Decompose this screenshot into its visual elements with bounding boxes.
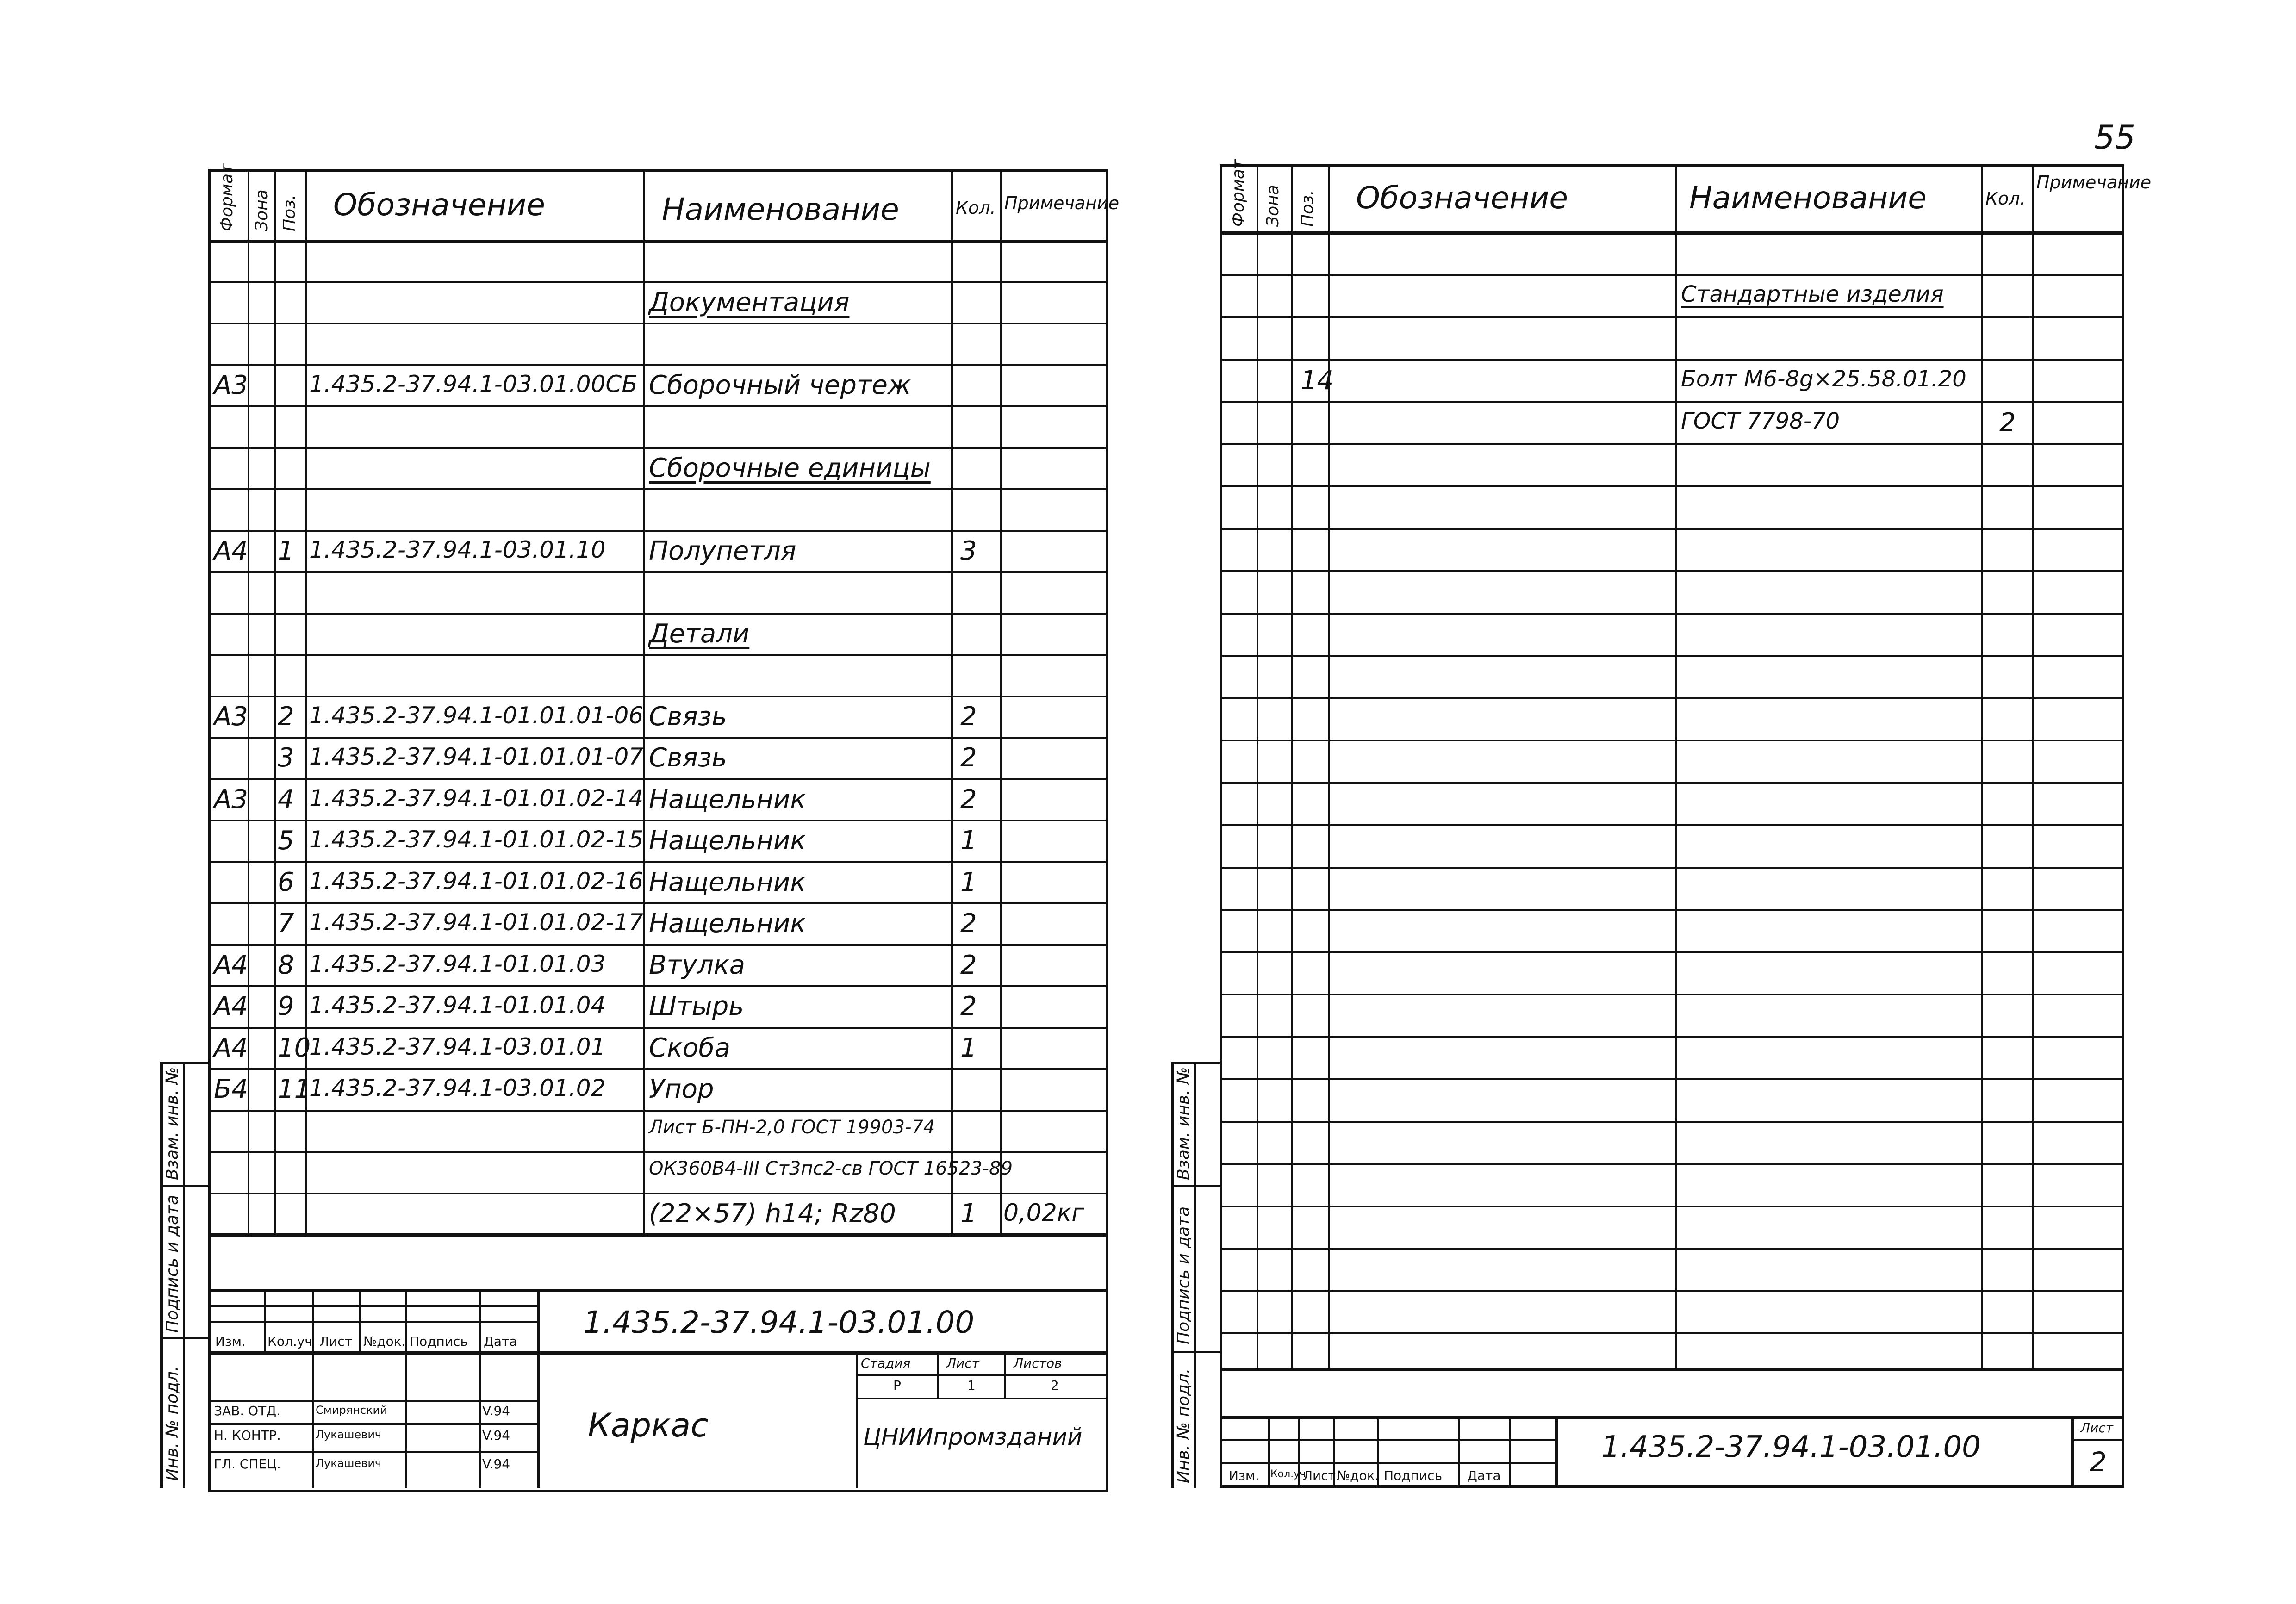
cell-name: Связь	[649, 702, 727, 732]
signer-name: Лукашевич	[316, 1457, 382, 1470]
cell-name: Лист Б-ПН-2,0 ГОСТ 19903-74	[649, 1117, 935, 1138]
r-tb-col-list: Лист	[1303, 1468, 1336, 1483]
cell-qty: 2	[960, 991, 977, 1021]
cell-qty: 2	[960, 784, 977, 814]
cell-designation: 1.435.2-37.94.1-01.01.01-06	[309, 702, 644, 729]
cell-pos: 7	[278, 908, 294, 939]
cell-designation: 1.435.2-37.94.1-01.01.03	[309, 951, 606, 977]
r-header-pos: Поз.	[1298, 190, 1317, 227]
cell-name: ГОСТ 7798-70	[1681, 408, 1840, 434]
cell-name: Полупетля	[649, 536, 796, 566]
cell-name: Документация	[649, 287, 850, 317]
side-label-podpis-data: Подпись и дата	[163, 1194, 182, 1333]
cell-designation: 1.435.2-37.94.1-01.01.04	[309, 992, 606, 1019]
right-table-frame	[1220, 164, 2152, 1488]
tb-list: 1	[967, 1378, 976, 1393]
r-tb-list: 2	[2090, 1446, 2107, 1478]
cell-name: ОК360В4-III Ст3пс2-св ГОСТ 16523-89	[649, 1158, 1013, 1179]
cell-name: Связь	[649, 743, 727, 773]
cell-qty: 2	[1999, 408, 2016, 438]
cell-pos: 9	[278, 991, 294, 1021]
cell-format: А4	[214, 950, 248, 980]
r-header-qty: Кол.	[1985, 188, 2026, 209]
cell-format: А4	[214, 991, 248, 1021]
cell-pos: 4	[278, 784, 294, 814]
header-name: Наименование	[662, 192, 899, 227]
side-label-inv-podl: Инв. № подл.	[163, 1366, 182, 1481]
r-header-format: Формат	[1229, 159, 1248, 227]
cell-pos: 2	[278, 702, 294, 732]
cell-name: Болт М6-8g×25.58.01.20	[1681, 366, 1966, 392]
tb-col-list: Лист	[319, 1334, 352, 1349]
cell-qty: 1	[960, 867, 977, 897]
tb-col-podpis: Подпись	[410, 1334, 468, 1349]
signer-role: ГЛ. СПЕЦ.	[214, 1456, 281, 1472]
r-tb-doc-code: 1.435.2-37.94.1-03.01.00	[1601, 1430, 1981, 1464]
r-side-label-vzam-inv: Взам. инв. №	[1174, 1067, 1193, 1180]
tb-col-izm: Изм.	[215, 1334, 246, 1349]
cell-designation: 1.435.2-37.94.1-01.01.02-15	[309, 826, 644, 853]
cell-pos: 1	[278, 536, 294, 566]
header-zone: Зона	[252, 189, 271, 231]
signer-role: ЗАВ. ОТД.	[214, 1403, 281, 1418]
cell-name: Детали	[649, 619, 750, 649]
signer-name: Лукашевич	[316, 1428, 382, 1441]
r-tb-col-podpis: Подпись	[1384, 1468, 1442, 1483]
cell-qty: 1	[960, 1033, 977, 1063]
r-tb-col-data: Дата	[1467, 1468, 1501, 1483]
cell-pos: 10	[278, 1033, 311, 1063]
cell-name: Сборочные единицы	[649, 453, 931, 483]
cell-pos: 6	[278, 867, 294, 897]
cell-designation: 1.435.2-37.94.1-03.01.02	[309, 1075, 606, 1101]
r-header-name: Наименование	[1689, 180, 1927, 216]
cell-pos: 3	[278, 743, 294, 773]
cell-format: А3	[214, 370, 248, 400]
tb-org: ЦНИИпромзданий	[863, 1424, 1083, 1450]
cell-designation: 1.435.2-37.94.1-03.01.10	[309, 536, 606, 563]
cell-format: А4	[214, 1033, 248, 1063]
cell-name: Нащельник	[649, 784, 806, 814]
signer-date: V.94	[482, 1456, 510, 1472]
cell-name: (22×57) h14; Rz80	[649, 1199, 896, 1229]
cell-pos: 11	[278, 1074, 311, 1104]
cell-designation: 1.435.2-37.94.1-01.01.02-17	[309, 909, 644, 936]
r-header-note: Примечание	[2036, 172, 2152, 193]
header-qty: Кол.	[956, 198, 996, 218]
r-side-label-inv-podl: Инв. № подл.	[1174, 1368, 1193, 1483]
cell-format: Б4	[214, 1074, 249, 1104]
r-side-label-podpis-data: Подпись и дата	[1174, 1206, 1193, 1344]
cell-qty: 2	[960, 950, 977, 980]
cell-name: Штырь	[649, 991, 744, 1021]
cell-name: Упор	[649, 1074, 714, 1104]
page-number: 55	[2094, 118, 2136, 156]
cell-designation: 1.435.2-37.94.1-01.01.02-16	[309, 868, 644, 895]
cell-format: А3	[214, 784, 248, 814]
signer-name: Смирянский	[316, 1404, 387, 1417]
cell-designation: 1.435.2-37.94.1-03.01.01	[309, 1033, 606, 1060]
tb-col-ndok: №док.	[363, 1334, 406, 1349]
cell-pos: 5	[278, 826, 294, 856]
cell-qty: 1	[960, 826, 977, 856]
cell-name: Скоба	[649, 1033, 731, 1063]
cell-designation: 1.435.2-37.94.1-03.01.00СБ	[309, 371, 638, 398]
cell-pos: 14	[1300, 366, 1334, 396]
header-note: Примечание	[1004, 193, 1120, 213]
r-tb-list-label: Лист	[2080, 1420, 2113, 1436]
cell-name: Стандартные изделия	[1681, 281, 1944, 307]
cell-name: Нащельник	[649, 908, 806, 939]
tb-col-data: Дата	[484, 1334, 517, 1349]
r-tb-col-ndok: №док.	[1337, 1468, 1379, 1483]
r-tb-col-izm: Изм.	[1229, 1468, 1259, 1483]
tb-stadiya: Р	[893, 1378, 901, 1393]
side-label-vzam-inv: Взам. инв. №	[163, 1067, 182, 1180]
cell-qty: 3	[960, 536, 977, 566]
r-tb-col-koluch: Кол.уч	[1270, 1468, 1306, 1480]
cell-name: Втулка	[649, 950, 746, 980]
tb-col-koluch: Кол.уч	[268, 1334, 312, 1349]
tb-stadiya-label: Стадия	[861, 1355, 911, 1371]
cell-pos: 8	[278, 950, 294, 980]
header-designation: Обозначение	[333, 187, 545, 223]
cell-qty: 2	[960, 702, 977, 732]
cell-format: А3	[214, 702, 248, 732]
cell-name: Сборочный чертеж	[649, 370, 911, 400]
cell-designation: 1.435.2-37.94.1-01.01.01-07	[309, 743, 644, 770]
cell-note: 0,02кг	[1003, 1199, 1084, 1227]
cell-format: А4	[214, 536, 248, 566]
signer-date: V.94	[482, 1403, 510, 1418]
r-header-zone: Зона	[1263, 185, 1282, 227]
header-format: Формат	[218, 163, 236, 231]
cell-name: Нащельник	[649, 826, 806, 856]
tb-doc-code: 1.435.2-37.94.1-03.01.00	[583, 1305, 975, 1340]
cell-designation: 1.435.2-37.94.1-01.01.02-14	[309, 785, 644, 812]
tb-list-label: Лист	[946, 1355, 979, 1371]
tb-listov-label: Листов	[1014, 1355, 1062, 1371]
signer-role: Н. КОНТР.	[214, 1428, 281, 1443]
cell-name: Нащельник	[649, 867, 806, 897]
cell-qty: 2	[960, 908, 977, 939]
tb-title: Каркас	[588, 1406, 709, 1444]
signer-date: V.94	[482, 1428, 510, 1443]
cell-qty: 2	[960, 743, 977, 773]
cell-qty: 1	[960, 1199, 977, 1229]
r-header-designation: Обозначение	[1356, 180, 1568, 216]
tb-listov: 2	[1051, 1378, 1059, 1393]
header-pos: Поз.	[280, 194, 299, 231]
